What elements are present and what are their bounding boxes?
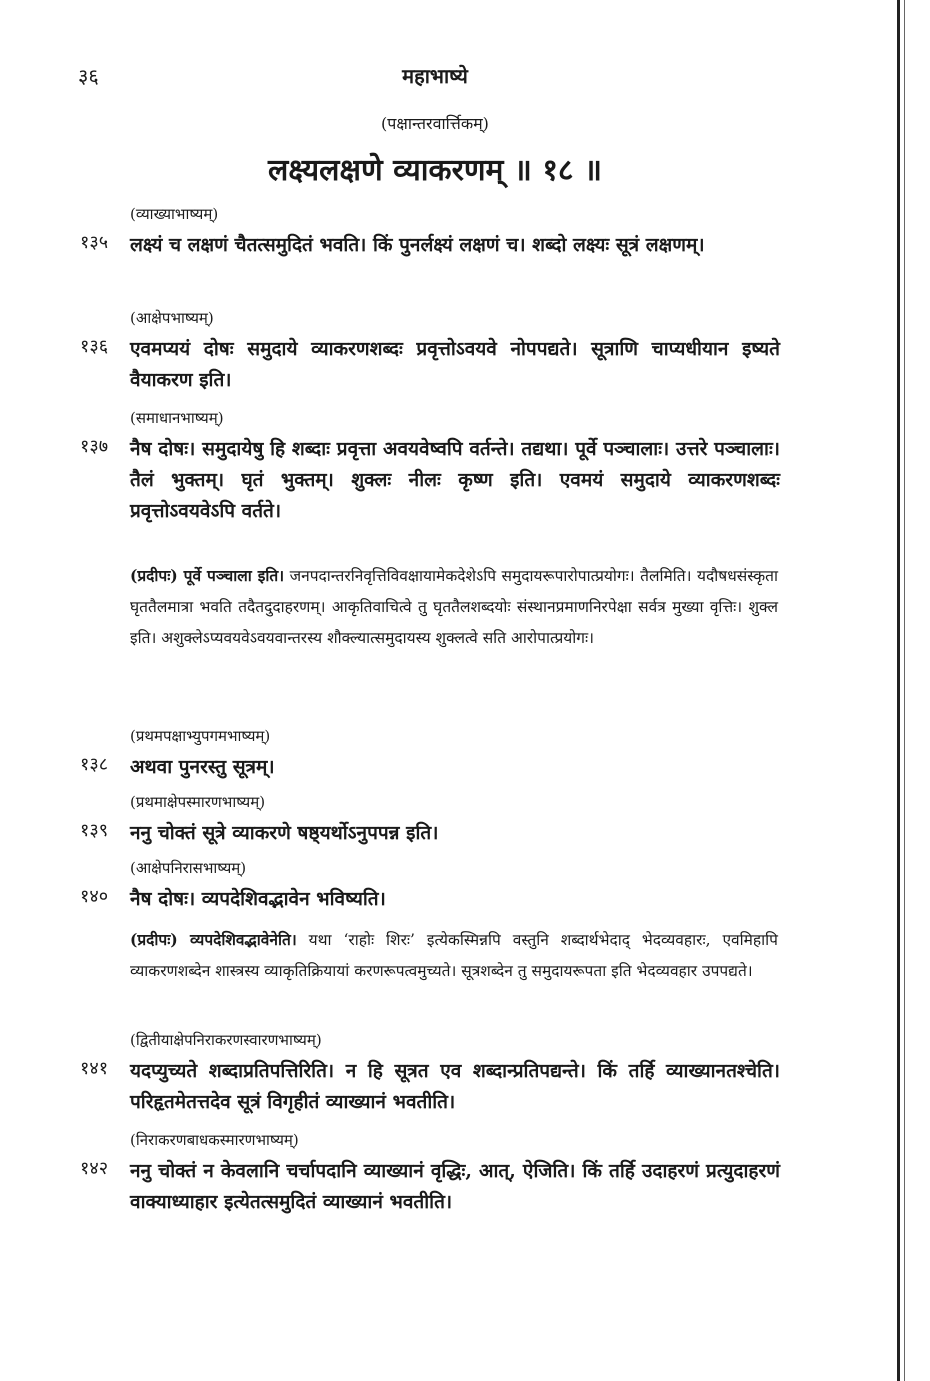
section-label: (प्रथमाक्षेपस्मारणभाष्यम्) xyxy=(130,793,266,811)
section-label: (प्रथमपक्षाभ्युपगमभाष्यम्) xyxy=(130,727,271,745)
page-number: ३६ xyxy=(78,64,99,88)
commentary-text: जनपदान्तरनिवृत्तिविवक्षायामेकदेशेऽपि समुदायरूपारोपात्प्रयोगः। तैलमिति। यदौषधसंस्कृता घृततैलमात्रा भवति तदैतदुदाहरणम्। आकृतिवाचित्वे तु घृततैलशब्दयोः संस्थानप्रमाणनिरपेक्षा सर्वत्र मुख्या वृत्तिः। शुक्ल इति। अशुक्लेऽप्यवयवेऽवयवान्तरस्य शौक्ल्यात्समुदायस्य शुक्लत्वे सति आरोपात्प्रयोगः। xyxy=(130,567,778,647)
section-number: १४० xyxy=(80,886,109,907)
section-142 xyxy=(80,1130,780,1218)
section-label: (व्याख्याभाष्यम्) xyxy=(130,205,219,223)
binding-edge-line-thin xyxy=(904,0,905,1381)
section-141 xyxy=(80,1030,780,1118)
section-text: अथवा पुनरस्तु सूत्रम्। xyxy=(130,756,275,778)
section-number: १३६ xyxy=(80,336,109,357)
commentary-pradipa-2 xyxy=(130,924,778,987)
section-text: यदप्युच्यते शब्दाप्रतिपत्तिरिति। न हि सूत्रत एव शब्दान्प्रतिपद्यन्ते। किं तर्हि व्याख्यानतश्चेति। परिहृतमेतत्तदेव सूत्रं विगृहीतं व्याख्यानं भवतीति। xyxy=(130,1060,780,1113)
commentary-text: यथा ‘राहोः शिरः’ इत्येकस्मिन्नपि वस्तुनि शब्दार्थभेदाद् भेदव्यवहारः, एवमिहापि व्याकरणशब्देन शास्त्रस्य व्याकृतिक्रियायां करणरूपत्वमुच्यते। सूत्रशब्देन तु समुदायरूपता इति भेदव्यवहार उपपद्यते। xyxy=(130,931,778,980)
section-number: १४२ xyxy=(80,1158,109,1179)
section-label: (समाधानभाष्यम्) xyxy=(130,409,224,427)
section-136 xyxy=(80,308,780,396)
section-139 xyxy=(80,792,780,849)
section-135 xyxy=(80,204,780,261)
section-label: (आक्षेपभाष्यम्) xyxy=(130,309,214,327)
section-text: नैष दोषः। व्यपदेशिवद्भावेन भविष्यति। xyxy=(130,888,386,910)
section-label: (पक्षान्तरवार्त्तिकम्) xyxy=(381,114,489,133)
section-label: (आक्षेपनिरासभाष्यम्) xyxy=(130,859,247,877)
section-137 xyxy=(80,408,780,527)
section-label: (द्वितीयाक्षेपनिराकरणस्वारणभाष्यम्) xyxy=(130,1031,322,1049)
section-number: १३५ xyxy=(80,232,109,253)
section-text: एवमप्ययं दोषः समुदाये व्याकरणशब्दः प्रवृत्तोऽवयवे नोपपद्यते। सूत्राणि चाप्यधीयान इष्यते वैयाकरण इति। xyxy=(130,338,780,391)
section-number: १३९ xyxy=(80,820,109,841)
section-138 xyxy=(80,726,780,783)
commentary-lead: (प्रदीपः) पूर्वे पञ्चाला इति। xyxy=(130,566,285,585)
section-text: ननु चोक्तं सूत्रे व्याकरणे षष्ठ्यर्थोऽनुपपन्न इति। xyxy=(130,822,439,844)
section-text: ननु चोक्तं न केवलानि चर्चापदानि व्याख्यानं वृद्धिः, आत्, ऐजिति। किं तर्हि उदाहरणं प्रत्युदाहरणं वाक्याध्याहार इत्येतत्समुदितं व्याख्यानं भवतीति। xyxy=(130,1160,780,1213)
section-number: १४१ xyxy=(80,1058,109,1079)
commentary-lead: (प्रदीपः) व्यपदेशिवद्भावेनेति। xyxy=(130,930,297,949)
section-text: नैष दोषः। समुदायेषु हि शब्दाः प्रवृत्ता अवयवेष्वपि वर्तन्ते। तद्यथा। पूर्वे पञ्चालाः। उत्तरे पञ्चालाः। तैलं भुक्तम्। घृतं भुक्तम्। शुक्लः नीलः कृष्ण इति। एवमयं समुदाये व्याकरणशब्दः प्रवृत्तोऽवयवेऽपि वर्तते। xyxy=(130,438,780,522)
commentary-pradipa-1 xyxy=(130,560,778,654)
section-number: १३८ xyxy=(80,754,109,775)
running-title: महाभाष्ये xyxy=(402,64,468,88)
vartika-title: लक्ष्यलक्षणे व्याकरणम् ॥ १८ ॥ xyxy=(268,153,602,188)
binding-edge-line xyxy=(897,0,900,1381)
section-140 xyxy=(80,858,780,915)
section-label: (निराकरणबाधकस्मारणभाष्यम्) xyxy=(130,1131,299,1149)
section-text: लक्ष्यं च लक्षणं चैतत्समुदितं भवति। किं पुनर्लक्ष्यं लक्षणं च। शब्दो लक्ष्यः सूत्रं लक्षणम्। xyxy=(130,234,705,256)
section-number: १३७ xyxy=(80,436,109,457)
